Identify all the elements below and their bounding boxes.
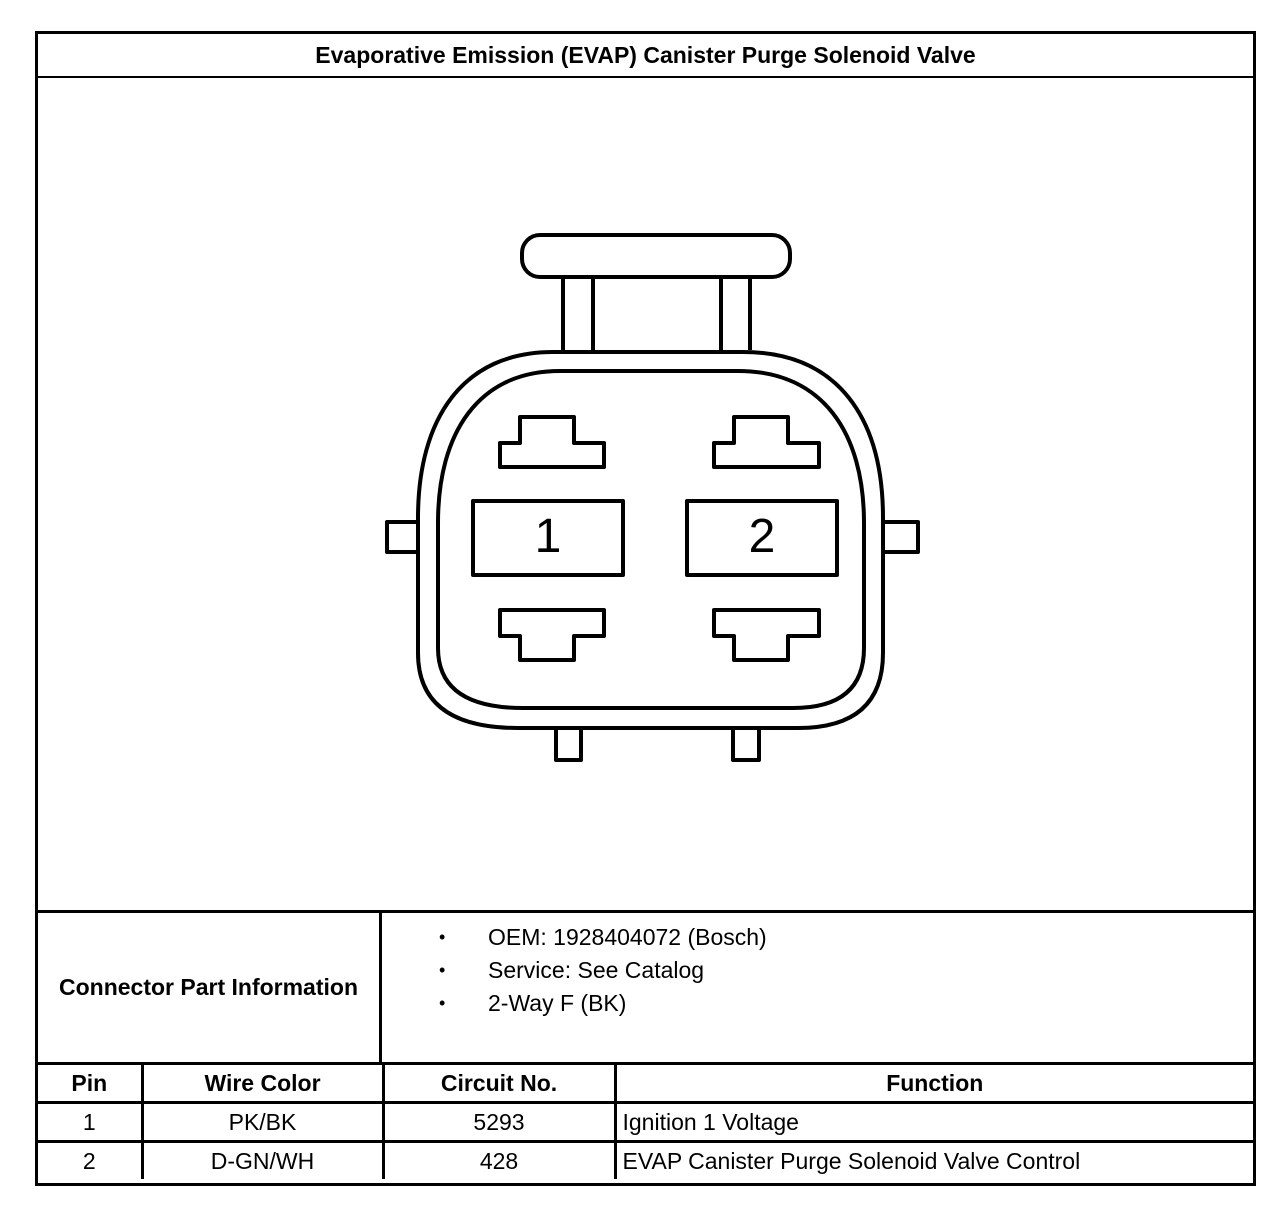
header-function: Function xyxy=(615,1064,1253,1103)
bullet-icon: • xyxy=(439,993,446,1013)
part-info-item xyxy=(382,987,1253,1020)
part-info-item xyxy=(382,954,1253,987)
part-info-text: Service: See Catalog xyxy=(488,957,705,983)
cell-pin: 1 xyxy=(38,1103,142,1142)
terminal-key-upper-left xyxy=(500,417,604,467)
part-info-item xyxy=(382,921,1253,954)
cell-circuit: 428 xyxy=(383,1142,615,1180)
pin-label-2: 2 xyxy=(748,510,776,563)
table-row xyxy=(38,1142,1253,1180)
table-row xyxy=(38,1103,1253,1142)
connector-face-drawing xyxy=(38,78,1253,910)
connector-diagram xyxy=(38,78,1253,910)
terminal-key-upper-right xyxy=(714,417,819,467)
header-pin: Pin xyxy=(38,1064,142,1103)
housing-inner xyxy=(438,371,864,708)
connector-sheet xyxy=(35,31,1256,1186)
pin-table-header xyxy=(38,1064,1253,1103)
part-info-label: Connector Part Information xyxy=(38,913,382,1062)
latch-bar xyxy=(522,235,790,277)
page-title: Evaporative Emission (EVAP) Canister Purge Solenoid Valve xyxy=(38,34,1253,78)
pin-label-1: 1 xyxy=(534,510,562,563)
cell-function: EVAP Canister Purge Solenoid Valve Control xyxy=(615,1142,1253,1180)
cell-circuit: 5293 xyxy=(383,1103,615,1142)
cell-function: Ignition 1 Voltage xyxy=(615,1103,1253,1142)
bottom-foot-left xyxy=(556,728,581,760)
terminal-key-lower-right xyxy=(714,610,819,660)
side-tab-right xyxy=(883,522,918,552)
side-tab-left xyxy=(387,522,418,552)
header-wire-color: Wire Color xyxy=(142,1064,383,1103)
part-info-text: OEM: 1928404072 (Bosch) xyxy=(488,924,767,950)
cell-wire-color: PK/BK xyxy=(142,1103,383,1142)
part-info-row xyxy=(38,910,1253,1062)
bottom-foot-right xyxy=(733,728,759,760)
bullet-icon: • xyxy=(439,960,446,980)
latch-stem xyxy=(563,277,750,350)
part-info-list xyxy=(382,921,1253,1020)
terminal-key-lower-left xyxy=(500,610,604,660)
pin-table xyxy=(38,1062,1253,1179)
cell-pin: 2 xyxy=(38,1142,142,1180)
part-info-text: 2-Way F (BK) xyxy=(488,990,627,1016)
header-circuit: Circuit No. xyxy=(383,1064,615,1103)
cell-wire-color: D-GN/WH xyxy=(142,1142,383,1180)
bullet-icon: • xyxy=(439,927,446,947)
housing-outer xyxy=(418,352,883,728)
